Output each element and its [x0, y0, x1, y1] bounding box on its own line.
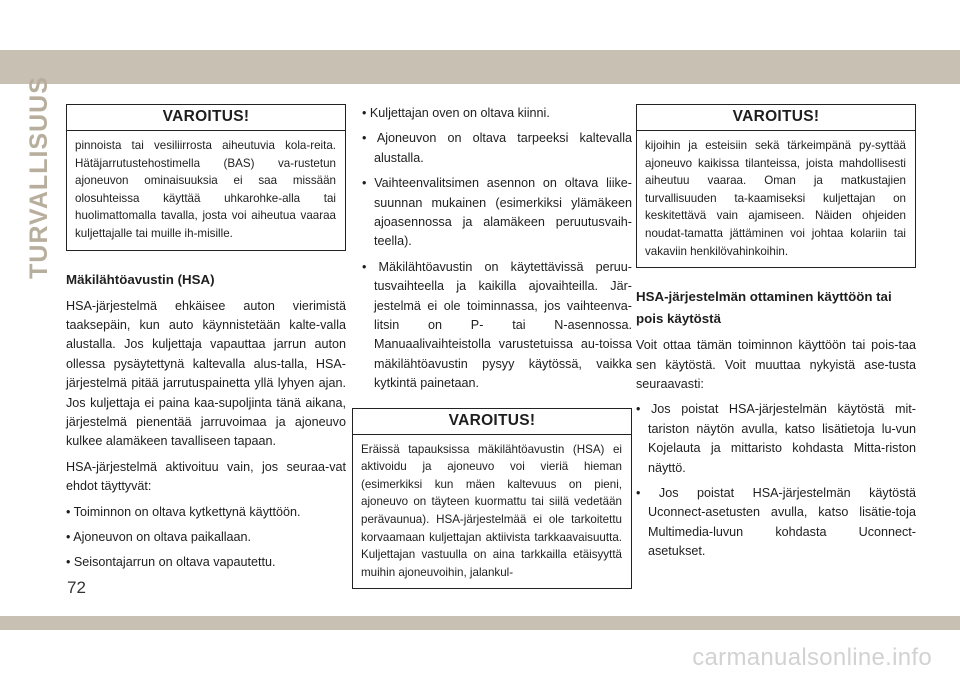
bullet-item: • Jos poistat HSA-järjestelmän käytöstä mit-tariston näytön avulla, katso lisätietoja lu-vun Kojelauta ja mittaristo kohdasta Mitta-riston näyttö.	[636, 402, 916, 475]
warning-text: kijoihin ja esteisiin sekä tärkeimpänä py-syttää ajoneuvo kaikissa tilanteissa, joista mahdollisesti aiheutuu vaaraa. Oman ja matkustajien turvallisuuden ta-kaamiseksi kuljettajan on keskitettävä vain ajamiseen. Näiden ohjeiden noudat-tamatta jättäminen voi johtaa kolariin tai vakaviin henkilövahinkoihin.	[645, 139, 906, 258]
column-3	[636, 104, 916, 568]
section-side-tab-label: TURVALLISUUS	[24, 75, 53, 279]
warning-box	[66, 104, 346, 251]
section-side-tab	[24, 75, 54, 279]
column-1	[66, 104, 346, 579]
footer-band	[0, 616, 960, 630]
warning-box	[636, 104, 916, 268]
section-heading: Mäkilähtöavustin (HSA)	[66, 271, 215, 287]
paragraph: HSA-järjestelmä ehkäisee auton vierimistä taaksepäin, kun auto käynnistetään kalte-valla alustalla. Jos kuljettaja vapauttaa jarrun auton ollessa pysäytettynä kaltevalla alus-talla, HSA-järjestelmä pitää jarrutuspainetta yllä lyhyen ajan. Jos kuljettaja ei paina kaa-supoljinta tänä aikana, järjestelmä pienentää jarruvoimaa ja ajoneuvo kulkee alamäkeen tavalliseen tapaan.	[66, 298, 346, 449]
warning-text: pinnoista tai vesiliirrosta aiheutuvia kola-reita. Hätäjarrutustehostimella (BAS) va-rustetun ajoneuvon ominaisuuksia ei saa missään olosuhteissa käyttää uhkarohke-alla tai huolimattomalla tavalla, josta voi aiheutua vaaraa kuljettajalle tai muille ih-misille.	[75, 139, 336, 240]
bullet-item: • Ajoneuvon on oltava paikallaan.	[66, 530, 252, 545]
bullet-item: • Toiminnon on oltava kytkettynä käyttöön.	[66, 504, 301, 519]
bullet-item: • Jos poistat HSA-järjestelmän käytöstä Uconnect-asetusten avulla, katso lisätie-toja Multimedia-luvun kohdasta Uconnect-asetukset.	[636, 486, 916, 559]
warning-text: Eräissä tapauksissa mäkilähtöavustin (HSA) ei aktivoidu ja ajoneuvo voi vieriä hieman (esimerkiksi kun mäen kaltevuus on pieni, ajoneuvo on täyteen kuormattu tai siilä vedetään perävaunua). HSA-järjestelmää ei ole tarkoitettu korvaamaan kuljettajan aktiivista tarkkaavaisuutta. Kuljettajan vastuulla on aina tarkkailla etäisyyttä muihin ajoneuvoihin, jalankul-	[361, 442, 622, 579]
section-heading: HSA-järjestelmän ottaminen käyttöön tai pois käytöstä	[636, 289, 892, 327]
bullet-item: • Ajoneuvon on oltava tarpeeksi kaltevalla alustalla.	[362, 131, 632, 165]
paragraph: Voit ottaa tämän toiminnon käyttöön tai pois-taa sen käytöstä. Voit muuttaa nykyistä ase-tusta seuraavasti:	[636, 338, 916, 391]
warning-title: VAROITUS!	[637, 105, 915, 131]
watermark: carmanualsonline.info	[692, 644, 932, 671]
bullet-item: • Seisontajarrun on oltava vapautettu.	[66, 555, 276, 570]
bullet-item: • Vaihteenvalitsimen asennon on oltava liike-suunnan mukainen (esimerkiksi ylämäkeen ajoasennossa ja alamäkeen peruutusvaih-teella).	[362, 176, 632, 249]
warning-box	[352, 408, 632, 590]
page-number: 72	[67, 578, 86, 597]
header-band	[0, 50, 960, 84]
warning-title: VAROITUS!	[353, 409, 631, 435]
paragraph: HSA-järjestelmä aktivoituu vain, jos seuraa-vat ehdot täyttyvät:	[66, 459, 346, 494]
warning-title: VAROITUS!	[67, 105, 345, 131]
column-2	[352, 104, 632, 601]
bullet-item: • Mäkilähtöavustin on käytettävissä peruu-tusvaihteella ja kaikilla ajovaihteilla. Jär-jestelmä ei ole toiminnassa, jos vaihteenva-litsin on P- tai N-asennossa. Manuaalivaihteistolla varustetuissa au-toissa mäkilähtöavustin pysyy käytössä, vaikka kytkintä painetaan.	[362, 259, 632, 391]
bullet-item: • Kuljettajan oven on oltava kiinni.	[362, 106, 550, 120]
